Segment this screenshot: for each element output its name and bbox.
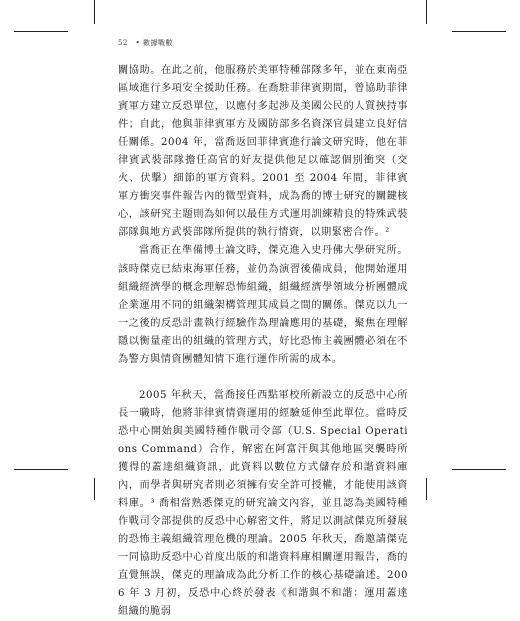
- crop-mark: [94, 0, 95, 24]
- crop-mark: [94, 478, 95, 500]
- paragraph: 2005 年秋天，當喬接任西點軍校所新設立的反恐中心所長一職時，他將菲律賓情資運用的經驗延伸至此單位。當時反恐中心開始與美國特種作戰司令部（U.S. Special Operations Command）合作，解密在阿富汗與其他地區突襲時所獲得的蓋達組織資訊，此資料以數位方式儲存於和諧資料庫內，而學者與研究者則必須擁有安全許可授權，才能使用該資料庫。³ 喬相當熟悉傑克的研究論文內容，並且認為美國特種作戰司令部提供的反恐中心解密文件，將足以測試傑克所發展的恐怖主義組織管理危機的理論。2005 年秋天，喬邀請傑克一同協助反恐中心首度出版的和諧資料庫相關運用報告，喬的直覺無誤，傑克的理論成為此分析工作的核心基礎論述。2006 年 3 月初，反恐中心終於發表《和諧與不和諧：運用蓋達組織的脆弱: [118, 389, 408, 618]
- running-head-separator: •: [135, 39, 141, 47]
- body-text: [118, 62, 408, 621]
- book-title: 數據戰數: [143, 39, 174, 47]
- crop-mark: [426, 478, 427, 500]
- crop-mark: [14, 469, 68, 470]
- paragraph: 當喬正在準備博士論文時，傑克進入史丹佛大學研究所。該時傑克已結束海軍任務，並仍為演習後備成員，他開始運用組織經濟學的概念理解恐怖組織，組織經濟學領域分析團體成企業運用不同的組織架構管理其成員之間的關係。傑克以九一一之後的反恐計畫執行經驗作為理論應用的基礎，聚焦在理解隱以衡量產出的組織的管理方式，好比恐怖主義團體必須在不為警方與情資團體知情下進行運作所需的成本。: [118, 245, 408, 365]
- page-number: 52: [118, 39, 128, 47]
- paragraph: 關協助。在此之前，他服務於美軍特種部隊多年，並在東南亞區域進行多項安全援助任務。在喬駐菲律賓期間，曾協助菲律賓軍方建立反恐單位，以應付多起涉及美國公民的人質挾持事件；自此，他與菲律賓軍方及國防部多名資深官員建立良好信任關係。2004 年，當喬返回菲律賓進行論文研究時，他在菲律賓武裝部隊擔任高官的好友提供他足以確認個別衝突（交火、伏擊）細節的軍方資料。2001 至 2004 年間，菲律賓軍方衝突事件報告內的微型資料，成為喬的博士研究的關鍵核心，該研究主題則為如何以最佳方式運用訓練精良的特殊武裝部隊與地方武裝部隊所提供的執行情資，以期緊密合作。²: [118, 65, 408, 239]
- crop-mark: [452, 31, 506, 32]
- crop-mark: [14, 31, 68, 32]
- running-head: [118, 38, 173, 48]
- crop-mark: [426, 0, 427, 24]
- crop-mark: [452, 469, 506, 470]
